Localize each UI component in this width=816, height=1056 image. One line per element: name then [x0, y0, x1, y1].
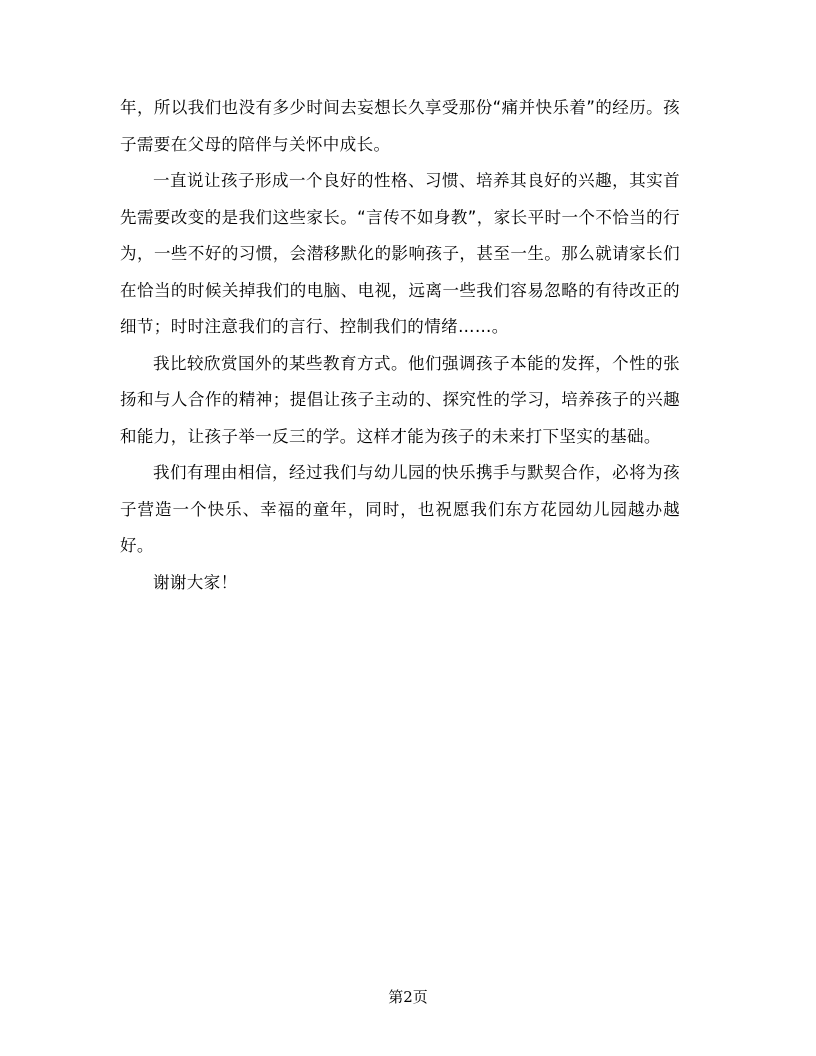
- page-number-footer: 第2页: [388, 988, 428, 1006]
- paragraph-continuation: 年，所以我们也没有多少时间去妄想长久享受那份“痛并快乐着”的经历。孩子需要在父母的陪伴与关怀中成长。: [120, 98, 680, 154]
- document-body: [120, 90, 680, 601]
- paragraph-foreign-education: 我比较欣赏国外的某些教育方式。他们强调孩子本能的发挥，个性的张扬和与人合作的精神；提倡让孩子主动的、探究性的学习，培养孩子的兴趣和能力，让孩子举一反三的学。这样才能为孩子的未来打下坚实的基础。: [120, 353, 680, 446]
- paragraph-closing-wishes: 我们有理由相信，经过我们与幼儿园的快乐携手与默契合作，必将为孩子营造一个快乐、幸福的童年，同时，也祝愿我们东方花园幼儿园越办越好。: [120, 463, 680, 555]
- paragraph-thanks: 谢谢大家！: [153, 572, 238, 592]
- paragraph-parents-example: 一直说让孩子形成一个良好的性格、习惯、培养其良好的兴趣，其实首先需要改变的是我们这些家长。“言传不如身教”，家长平时一个不恰当的行为，一些不好的习惯，会潜移默化的影响孩子，甚至一生。那么就请家长们在恰当的时候关掉我们的电脑、电视，远离一些我们容易忽略的有待改正的细节；时时注意我们的言行、控制我们的情绪……。: [120, 171, 680, 336]
